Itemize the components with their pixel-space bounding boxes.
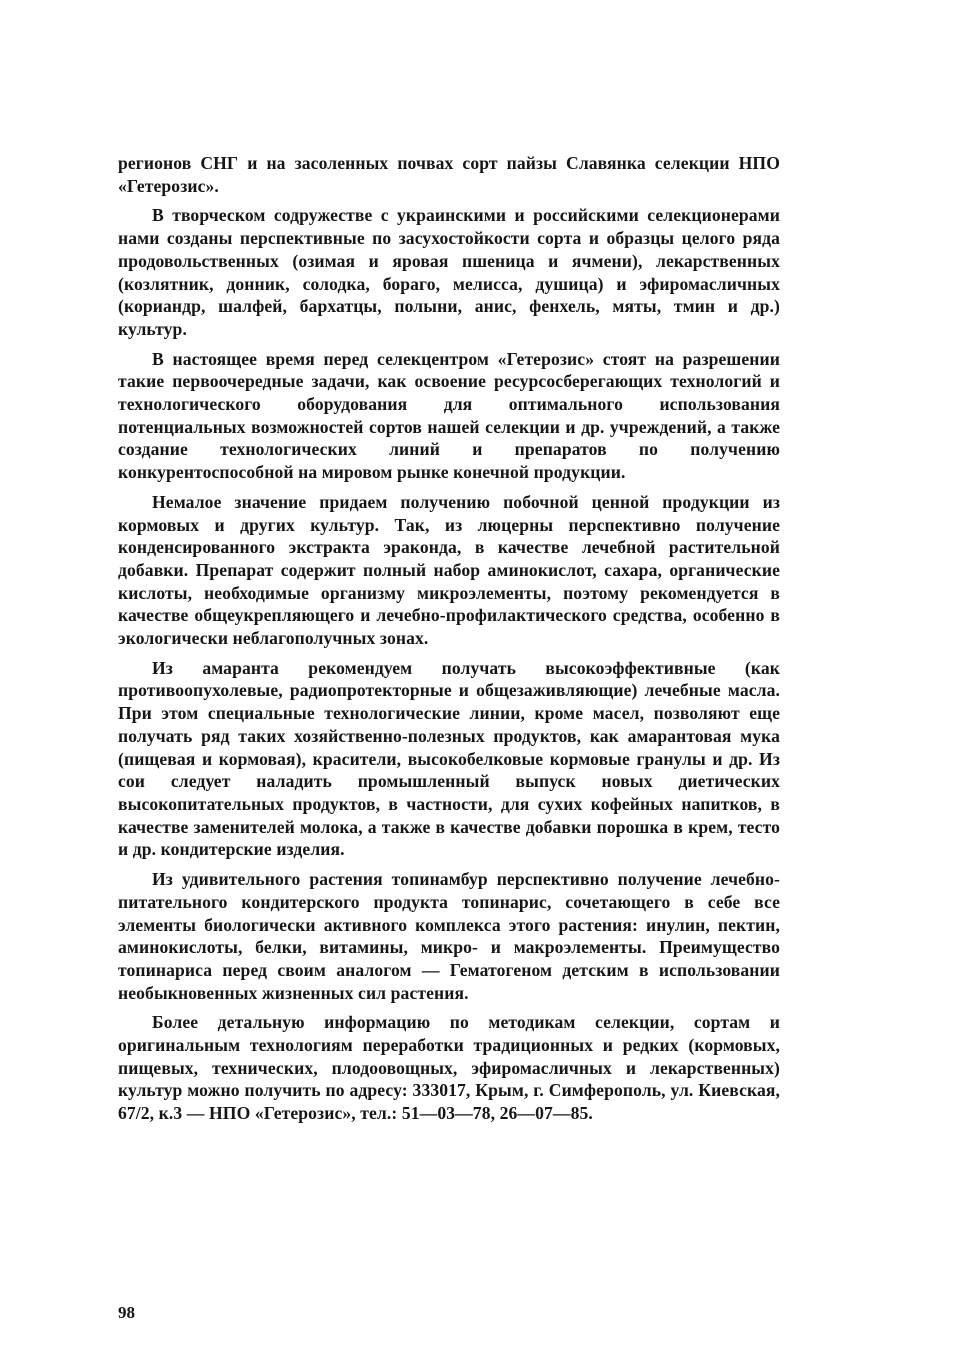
- paragraph-continuation: регионов СНГ и на засоленных почвах сорт пайзы Славянка селекции НПО «Гетерозис».: [118, 153, 780, 196]
- paragraph-cooperation: В творческом содружестве с украинскими и российскими селекционерами нами созданы перспективные по засухостойкости сорта и образцы целого ряда продовольственных (озимая и яровая пшеница и ячмени), лекарственных (козлятник, донник, солодка, бораго, мелисса, душица) и эфиромасличных (кориандр, шалфей, бархатцы, полыни, анис, фенхель, мяты, тмин и др.) культур.: [118, 205, 780, 339]
- paragraph-byproducts: Немалое значение придаем получению побочной ценной продукции из кормовых и других культур. Так, из люцерны перспективно получение конденсированного экстракта эраконда, в качестве лечебной растительной добавки. Препарат содержит полный набор аминокислот, сахара, органические кислоты, необходимые организму микроэлементы, поэтому рекомендуется в качестве общеукрепляющего и лечебно-профилактического средства, особенно в экологически неблагополучных зонах.: [118, 491, 780, 649]
- paragraph-topinambur: Из удивительного растения топинамбур перспективно получение лечебно-питательного кондитерского продукта топинарис, сочетающего в себе все элементы биологически активного комплекса этого растения: инулин, пектин, аминокислоты, белки, витамины, микро- и макроэлементы. Преимущество топинариса перед своим аналогом — Гематогеном детским в использовании необыкновенных жизненных сил растения.: [118, 869, 780, 1003]
- paragraph-contact-info: Более детальную информацию по методикам селекции, сортам и оригинальным технологиям переработки традиционных и редких (кормовых, пищевых, технических, плодоовощных, эфиромасличных и лекарственных) культур можно получить по адресу: 333017, Крым, г. Симферополь, ул. Киевская, 67/2, к.3 — НПО «Гетерозис», тел.: 51—03—78, 26—07—85.: [118, 1012, 780, 1124]
- page-body: [118, 152, 780, 1132]
- page-number: 98: [118, 1303, 135, 1322]
- paragraph-amaranth: Из амаранта рекомендуем получать высокоэффективные (как противоопухолевые, радиопротекторные и общезаживляющие) лечебные масла. При этом специальные технологические линии, кроме масел, позволяют еще получать ряд таких хозяйственно-полезных продуктов, как амарантовая мука (пищевая и кормовая), красители, высокобелковые кормовые гранулы и др. Из сои следует наладить промышленный выпуск новых диетических высокопитательных продуктов, в частности, для сухих кофейных напитков, в качестве заменителей молока, а также в качестве добавки порошка в крем, тесто и др. кондитерские изделия.: [118, 657, 780, 860]
- paragraph-current-tasks: В настоящее время перед селекцентром «Гетерозис» стоят на разрешении такие первоочередные задачи, как освоение ресурсосберегающих технологий и технологического оборудования для оптимального использования потенциальных возможностей сортов нашей селекции и др. учреждений, а также создание технологических линий и препаратов по получению конкурентоспособной на мировом рынке конечной продукции.: [118, 348, 780, 483]
